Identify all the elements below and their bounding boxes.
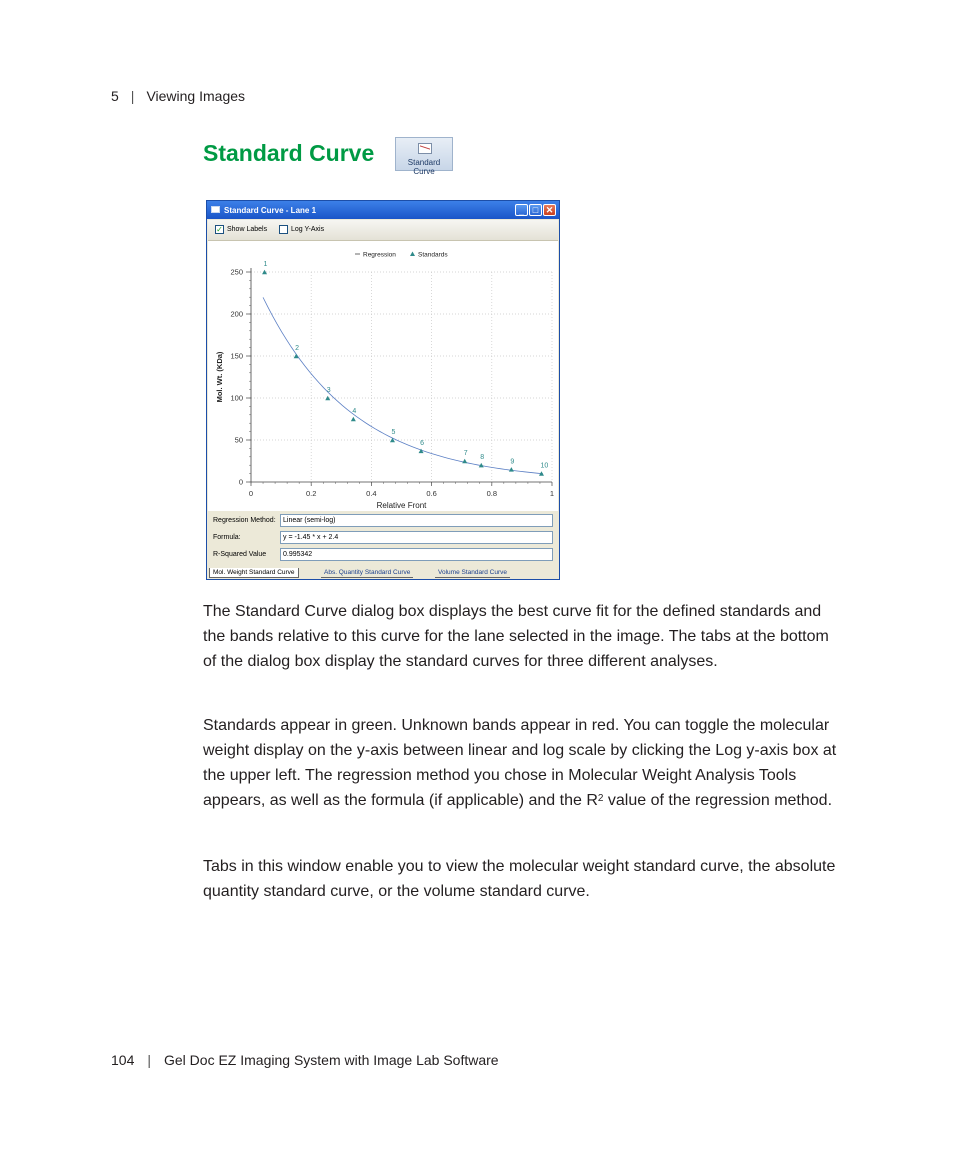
- x-tick-label: 0.6: [426, 489, 437, 498]
- close-button[interactable]: ✕: [543, 204, 556, 216]
- legend-regression-label: Regression: [363, 251, 396, 259]
- r-squared-field[interactable]: 0.995342: [280, 548, 553, 561]
- standard-point: [462, 459, 467, 464]
- standard-curve-dialog: [206, 200, 560, 580]
- standard-point-label: 4: [352, 408, 357, 415]
- standard-point-label: 10: [540, 462, 549, 470]
- formula-field[interactable]: y = -1.45 * x + 2.4: [280, 531, 553, 544]
- y-axis-label: Mol. Wt. (KDa): [215, 351, 224, 403]
- footer-separator: |: [147, 1052, 151, 1068]
- superscript: 2: [597, 793, 604, 804]
- icon-caption: Standard Curve: [407, 158, 441, 176]
- y-tick-label: 0: [238, 477, 243, 487]
- header-separator: |: [130, 88, 135, 104]
- window-icon: [211, 206, 220, 213]
- show-labels-label: Show Labels: [227, 226, 268, 233]
- y-tick-label: 50: [234, 435, 243, 445]
- r-squared-label: R-Squared Value: [213, 551, 267, 558]
- page-number: 104: [111, 1052, 135, 1068]
- standard-point-label: 1: [263, 261, 268, 268]
- maximize-button[interactable]: □: [529, 204, 542, 216]
- standard-point: [509, 467, 514, 472]
- header-chapter-number: 5: [111, 88, 119, 104]
- dialog-title: Standard Curve - Lane 1: [224, 206, 317, 215]
- paragraph-2-text: Standards appear in green. Unknown bands appear in red. You can toggle the molecular weight display on the y-axis between linear and log scale by clicking the Log y-axis box at the upper left. The regression method you chose in Molecular Weight Analysis Tools appears, as well as the formula (if applicable) and the R: [203, 717, 837, 809]
- standard-point: [390, 438, 395, 443]
- standard-point-label: 6: [420, 439, 424, 447]
- paragraph-2: [203, 713, 839, 813]
- y-tick-label: 250: [230, 267, 243, 277]
- book-title: Gel Doc EZ Imaging System with Image Lab Software: [164, 1052, 499, 1068]
- x-tick-label: 1: [549, 489, 555, 498]
- log-y-axis-label: Log Y-Axis: [291, 226, 325, 233]
- legend-standards-label: Standards: [418, 251, 448, 259]
- standard-curve-icon: [395, 137, 453, 176]
- running-header: [111, 88, 245, 104]
- tab-strip: [209, 568, 557, 579]
- regression-method-label: Regression Method:: [213, 517, 276, 524]
- standard-point: [351, 417, 356, 422]
- paragraph-1: The Standard Curve dialog box displays the best curve fit for the defined standards and the bands relative to this curve for the lane selected in the image. The tabs at the bottom of the dialog box display the standard curves for three different analyses.: [203, 603, 829, 670]
- paragraph-2-tail: value of the regression method.: [603, 792, 833, 809]
- standard-point-label: 5: [391, 429, 396, 436]
- y-tick-label: 150: [230, 351, 243, 361]
- x-tick-label: 0.4: [366, 489, 377, 498]
- tab-volume[interactable]: Volume Standard Curve: [435, 568, 510, 578]
- log-y-axis-checkbox[interactable]: [279, 225, 288, 234]
- standard-point-label: 8: [480, 454, 485, 462]
- x-axis-label: Relative Front: [376, 501, 427, 510]
- standard-point-label: 3: [326, 387, 331, 394]
- section-title: Standard Curve: [203, 140, 375, 166]
- minimize-button[interactable]: ‗: [515, 204, 528, 216]
- x-tick-label: 0: [248, 489, 254, 498]
- chart-thumbnail-icon: [418, 143, 432, 154]
- running-footer: [111, 1052, 499, 1068]
- dialog-titlebar[interactable]: [207, 201, 559, 219]
- standard-point-label: 9: [510, 458, 515, 466]
- tab-abs-quantity[interactable]: Abs. Quantity Standard Curve: [321, 568, 413, 578]
- chart-area: [208, 241, 558, 511]
- standard-curve-chart: [208, 241, 558, 511]
- legend-standards-marker: [410, 252, 415, 257]
- regression-method-field[interactable]: Linear (semi-log): [280, 514, 553, 527]
- header-chapter-title: Viewing Images: [146, 88, 246, 104]
- regression-line: [263, 297, 543, 473]
- standard-point-label: 7: [463, 450, 468, 457]
- y-tick-label: 200: [230, 309, 243, 319]
- tab-mol-weight[interactable]: Mol. Weight Standard Curve: [209, 568, 299, 578]
- dialog-toolbar: [208, 220, 558, 241]
- paragraph-3: Tabs in this window enable you to view the molecular weight standard curve, the absolute quantity standard curve, or the volume standard curve.: [203, 858, 836, 900]
- y-tick-label: 100: [230, 393, 243, 403]
- standard-point-label: 2: [295, 345, 300, 352]
- x-tick-label: 0.8: [486, 489, 498, 498]
- x-tick-label: 0.2: [305, 489, 317, 498]
- formula-label: Formula:: [213, 534, 241, 541]
- show-labels-checkbox[interactable]: ✓: [216, 225, 223, 234]
